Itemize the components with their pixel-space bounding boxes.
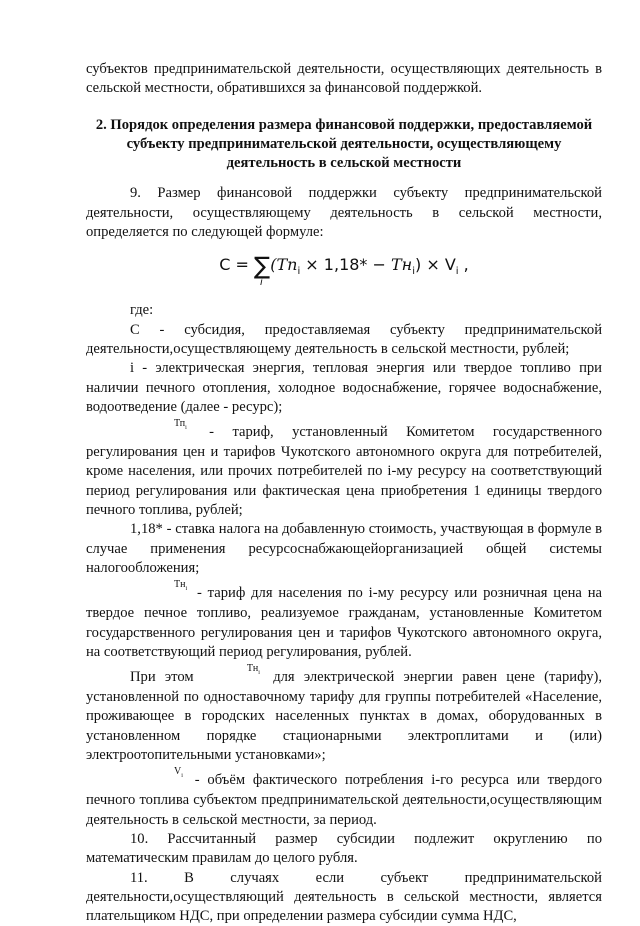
formula-tn-sub: i: [412, 267, 415, 278]
definition-v: $V_i$ - объём фактического потребления i-го ресурса или твердого печного топлива субъектом предпринимательской деятельности,осуществляющим деятельность в сельской местности, за период.: [86, 771, 602, 830]
definition-vat-rate: 1,18* - ставка налога на добавленную стоимость, участвующая в формуле в случае применения ресурсоснабжающейорганизацией общей системы налогообложения;: [86, 520, 602, 578]
sum-index: i: [260, 273, 263, 292]
symbol-v: $V_i$: [130, 767, 183, 781]
symbol-tn-2: $Тн_i$: [203, 664, 260, 678]
where-label: где:: [86, 301, 602, 320]
paragraph-10: 10. Рассчитанный размер субсидии подлежит округлению по математическим правилам до целого рубля.: [86, 830, 602, 869]
paragraph-11: 11. В случаях если субъект предпринимательской деятельности,осуществляющий деятельность в сельской местности, является плательщиком НДС, при определении размера субсидии сумма НДС,: [86, 869, 602, 926]
formula-v-sub: i: [456, 267, 459, 278]
paragraph-9: 9. Размер финансовой поддержки субъекту предпринимательской деятельности, осуществляющему деятельность в сельской местности, определяется по следующей формуле:: [86, 184, 602, 242]
intro-paragraph: субъектов предпринимательской деятельности, осуществляющих деятельность в сельской местности, обратившихся за финансовой поддержкой.: [86, 60, 602, 99]
subsidy-formula: [86, 255, 602, 291]
definition-i: i - электрическая энергия, тепловая энергия или твердое топливо при наличии печного отопления, холодное водоснабжение, горячее водоснабжение, водоотведение (далее - ресурс);: [86, 359, 602, 417]
formula-tail: ) × V: [415, 255, 456, 274]
definition-c: С - субсидия, предоставляемая субъекту предпринимательской деятельности,осуществляющему деятельность в сельской местности, рублей;: [86, 321, 602, 360]
sum-symbol-icon: ∑ i: [254, 252, 270, 280]
definition-tn-electricity: При этом $Тн_i$ для электрической энергии равен цене (тарифу), установленной по одноставочному тарифу для группы потребителей «Население, проживающее в городских населенных пунктах в домах, оборудованных в установленном порядке стационарными электроплитами и (или) электроотопительными установками»;: [86, 668, 602, 765]
definition-tn: $Тн_i$ - тариф для населения по i-му ресурсу или розничная цена на твердое печное топливо, реализуемое гражданам, установленные Комитетом государственного регулирования цен и тарифов Чукотского автономного округа, на соответствующий период регулирования, рублей.: [86, 584, 602, 662]
formula-tp: (Tn: [270, 255, 297, 274]
definition-tp: $Тп_i$ - тариф, установленный Комитетом государственного регулирования цен и тарифов Чукотского автономного округа для потребителей, кроме населения, или прочих потребителей по i-му ресурсу на соответствующий период регулирования или фактическая цена приобретения 1 единицы твердого печного топлива, рублей;: [86, 423, 602, 520]
symbol-tp: $Тп_i$: [130, 419, 187, 433]
section-heading: 2. Порядок определения размера финансовой поддержки, предоставляемой субъекту предпринимательской деятельности, осуществляющему деятельность в сельской местности: [86, 116, 602, 174]
formula-coef: × 1,18* −: [300, 255, 391, 274]
document-body: [86, 60, 602, 926]
formula-end: ,: [459, 255, 469, 274]
symbol-tn: $Тн_i$: [130, 580, 187, 594]
formula-tn: Tн: [391, 255, 412, 274]
formula-lhs: C =: [219, 255, 249, 274]
formula-tp-sub: i: [297, 267, 300, 278]
